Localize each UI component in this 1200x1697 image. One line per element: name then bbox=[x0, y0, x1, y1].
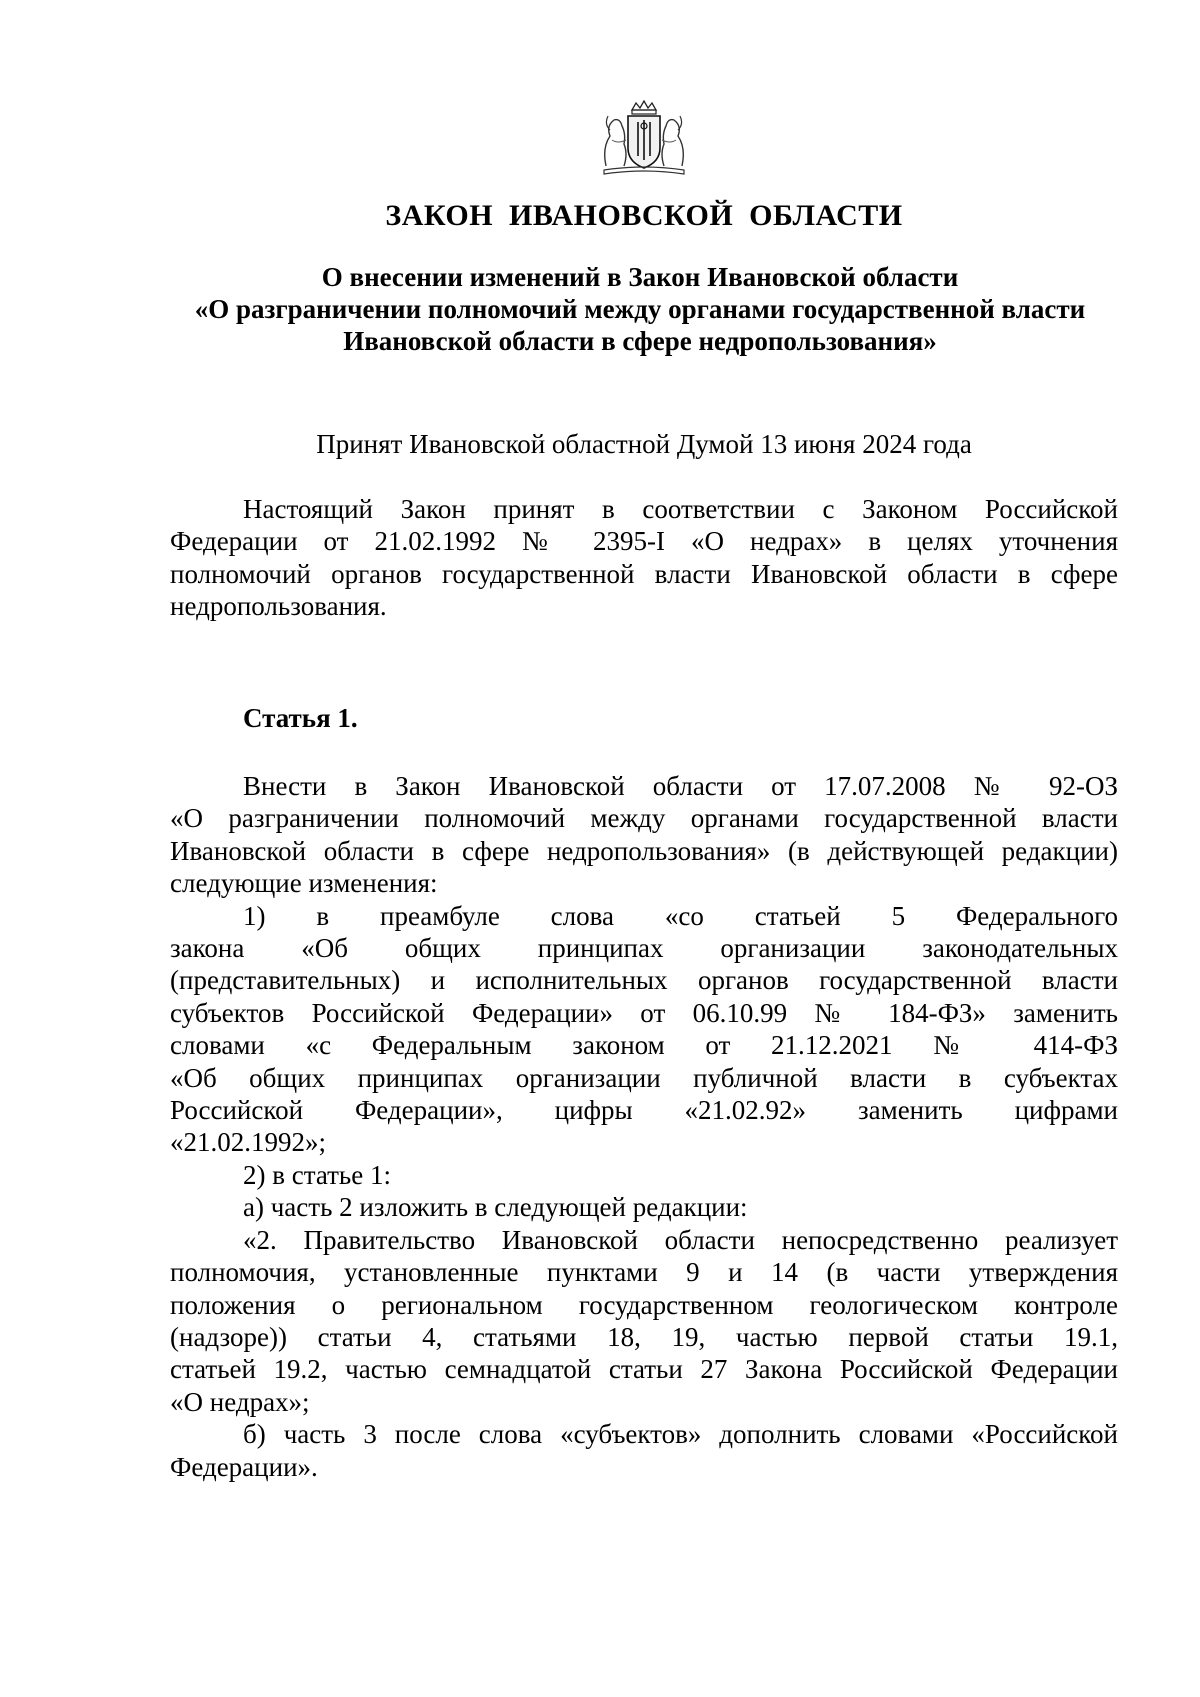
article-body bbox=[170, 770, 1118, 1483]
text-line: «Об общих принципах организации публичной власти в субъектах bbox=[170, 1062, 1118, 1093]
text-line: (представительных) и исполнительных органов государственной власти bbox=[170, 965, 1118, 996]
text-line: а) часть 2 изложить в следующей редакции: bbox=[243, 1192, 748, 1223]
law-title: ЗАКОН ИВАНОВСКОЙ ОБЛАСТИ bbox=[385, 199, 903, 232]
text-line: 2) в статье 1: bbox=[243, 1159, 391, 1190]
subtitle-line: «О разграничении полномочий между органами государственной власти bbox=[194, 294, 1086, 324]
text-line: «О недрах»; bbox=[170, 1386, 310, 1417]
text-line: недропользования. bbox=[170, 591, 387, 622]
text-line: следующие изменения: bbox=[170, 868, 438, 899]
text-line: полномочия, установленные пунктами 9 и 14 (в части утверждения bbox=[170, 1257, 1118, 1288]
adoption-statement: Принят Ивановской областной Думой 13 июня 2024 года bbox=[316, 429, 972, 459]
text-line: закона «Об общих принципах организации законодательных bbox=[170, 933, 1118, 964]
text-line: Российской Федерации», цифры «21.02.92» заменить цифрами bbox=[170, 1095, 1118, 1126]
ivanovo-coat-of-arms-icon bbox=[598, 100, 690, 180]
text-line: Федерации». bbox=[170, 1451, 318, 1482]
text-line: положения о региональном государственном геологическом контроле bbox=[170, 1289, 1118, 1320]
text-line: субъектов Российской Федерации» от 06.10.99 № 184-ФЗ» заменить bbox=[170, 997, 1118, 1028]
text-line: Ивановской области в сфере недропользования» (в действующей редакции) bbox=[170, 835, 1118, 866]
text-line: (надзоре)) статьи 4, статьями 18, 19, частью первой статьи 19.1, bbox=[170, 1321, 1118, 1352]
text-line: «2. Правительство Ивановской области непосредственно реализует bbox=[243, 1224, 1118, 1255]
law-subtitle bbox=[160, 261, 1120, 357]
article-heading: Статья 1. bbox=[243, 703, 358, 733]
text-line: словами «с Федеральным законом от 21.12.2021 № 414-ФЗ bbox=[170, 1030, 1118, 1061]
text-line: «О разграничении полномочий между органами государственной власти bbox=[170, 803, 1118, 834]
text-line: Настоящий Закон принят в соответствии с Законом Российской bbox=[243, 494, 1118, 524]
subtitle-line: О внесении изменений в Закон Ивановской области bbox=[321, 262, 959, 292]
text-line: полномочий органов государственной власти Ивановской области в сфере bbox=[170, 558, 1118, 589]
text-line: Внести в Закон Ивановской области от 17.07.2008 № 92-ОЗ bbox=[243, 771, 1118, 801]
text-line: «21.02.1992»; bbox=[170, 1127, 327, 1158]
text-line: статьей 19.2, частью семнадцатой статьи 27 Закона Российской Федерации bbox=[170, 1354, 1118, 1385]
preamble-paragraph bbox=[170, 493, 1118, 623]
text-line: 1) в преамбуле слова «со статьей 5 Федерального bbox=[243, 900, 1118, 931]
subtitle-line: Ивановской области в сфере недропользования» bbox=[343, 326, 937, 356]
text-line: б) часть 3 после слова «субъектов» дополнить словами «Российской bbox=[243, 1419, 1118, 1450]
text-line: Федерации от 21.02.1992 № 2395-I «О недрах» в целях уточнения bbox=[170, 526, 1118, 557]
